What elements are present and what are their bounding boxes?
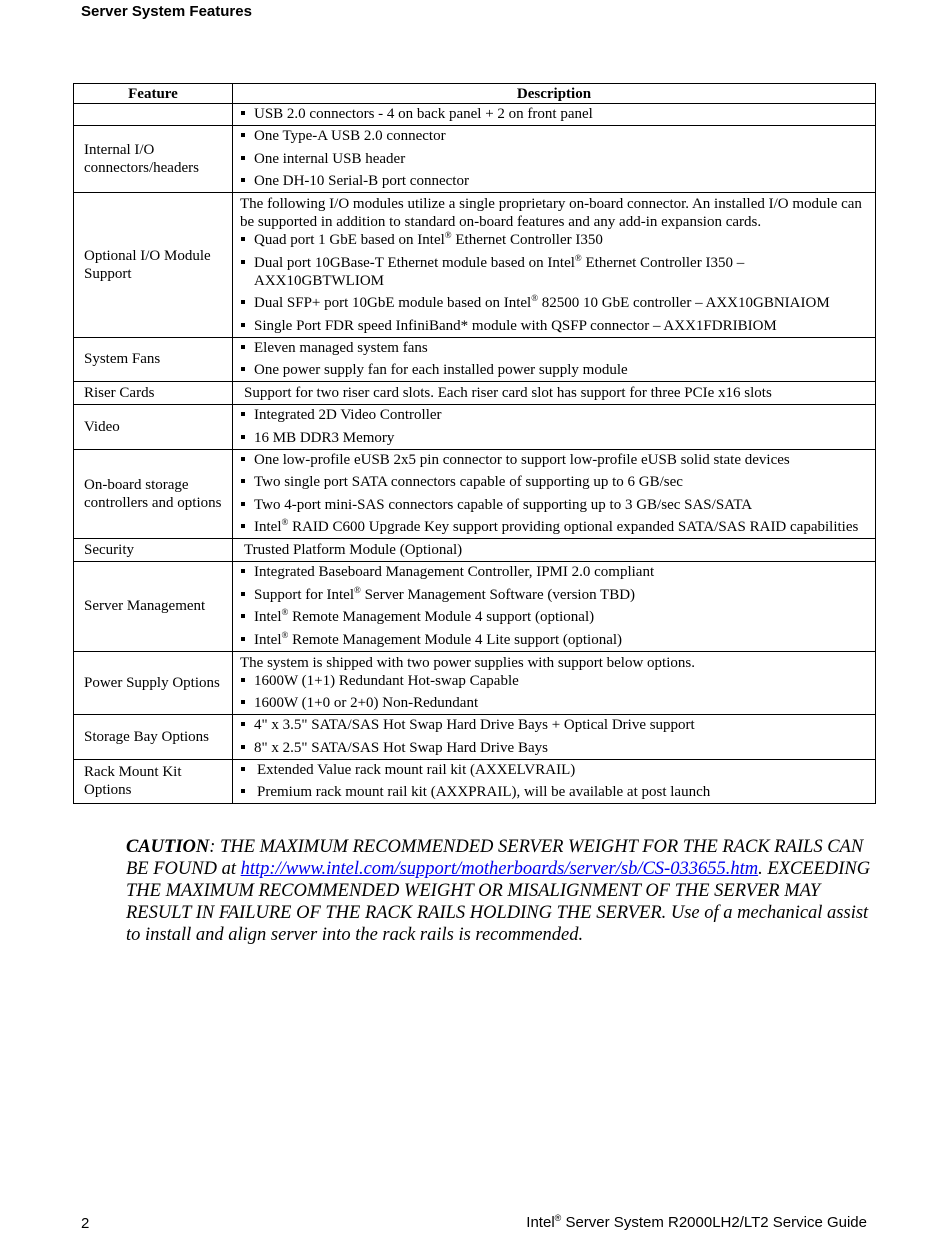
bullet-list xyxy=(240,231,869,335)
bullet-list xyxy=(240,451,869,537)
bullet-item: One power supply fan for each installed power supply module xyxy=(240,361,869,379)
description-text: Trusted Platform Module (Optional) xyxy=(244,541,463,558)
registered-mark: ® xyxy=(281,517,289,527)
registered-mark: ® xyxy=(281,629,289,640)
registered-mark: ® xyxy=(531,293,539,303)
feature-cell: Internal I/O connectors/headers xyxy=(74,126,233,193)
bullet-item: USB 2.0 connectors - 4 on back panel + 2 on front panel xyxy=(240,105,869,123)
description-intro: The system is shipped with two power supplies with support below options. xyxy=(240,654,695,671)
feature-cell: Riser Cards xyxy=(74,382,233,405)
section-title: Server System Features xyxy=(81,3,252,20)
caution-text-after: . EXCEEDING THE MAXIMUM RECOMMENDED WEIGHT OR MISALIGNMENT OF THE SERVER MAY RESULT IN FAILURE OF THE RACK RAILS HOLDING THE SERVER. Use of a mechanical assist to install and align server into the rack rails is recommended. xyxy=(126,859,871,945)
description-cell xyxy=(233,382,876,405)
column-header-feature: Feature xyxy=(74,84,233,104)
description-cell xyxy=(233,405,876,450)
table-row xyxy=(74,104,876,126)
bullet-item: Dual port 10GBase-T Ethernet module based on Intel® Ethernet Controller I350 – AXX10GBTWLIOM xyxy=(240,254,869,290)
description-cell xyxy=(233,126,876,193)
table-body xyxy=(74,104,876,804)
description-cell xyxy=(233,759,876,804)
caution-label: CAUTION xyxy=(126,837,210,857)
description-cell xyxy=(233,337,876,382)
bullet-item: One internal USB header xyxy=(240,150,869,168)
bullet-item: Support for Intel® Server Management Software (version TBD) xyxy=(240,586,869,604)
bullet-list xyxy=(240,339,869,380)
registered-mark: ® xyxy=(353,584,361,595)
description-cell xyxy=(233,104,876,126)
bullet-item: One Type-A USB 2.0 connector xyxy=(240,127,869,145)
bullet-item: 8" x 2.5" SATA/SAS Hot Swap Hard Drive Bays xyxy=(240,739,869,757)
feature-cell: Rack Mount Kit Options xyxy=(74,759,233,804)
description-cell xyxy=(233,539,876,562)
footer-title-rest: Server System R2000LH2/LT2 Service Guide xyxy=(561,1214,867,1231)
bullet-item: Eleven managed system fans xyxy=(240,339,869,357)
bullet-item: 1600W (1+0 or 2+0) Non-Redundant xyxy=(240,694,869,712)
bullet-item: Single Port FDR speed InfiniBand* module with QSFP connector – AXX1FDRIBIOM xyxy=(240,317,869,335)
footer-brand: Intel xyxy=(526,1214,555,1231)
bullet-item: 16 MB DDR3 Memory xyxy=(240,429,869,447)
registered-mark: ® xyxy=(281,607,289,617)
bullet-item: Extended Value rack mount rail kit (AXXELVRAIL) xyxy=(240,761,869,779)
table-row xyxy=(74,449,876,539)
description-cell xyxy=(233,562,876,652)
table-row xyxy=(74,126,876,193)
table-row xyxy=(74,759,876,804)
description-cell xyxy=(233,651,876,715)
bullet-item: Premium rack mount rail kit (AXXPRAIL), will be available at post launch xyxy=(240,783,869,801)
bullet-list xyxy=(240,672,869,713)
bullet-item: Integrated 2D Video Controller xyxy=(240,406,869,424)
bullet-item: One low-profile eUSB 2x5 pin connector to support low-profile eUSB solid state devices xyxy=(240,451,869,469)
bullet-list xyxy=(240,761,869,802)
caution-link[interactable]: http://www.intel.com/support/motherboards/server/sb/CS-033655.htm xyxy=(240,859,759,879)
bullet-item: Integrated Baseboard Management Controller, IPMI 2.0 compliant xyxy=(240,563,869,581)
table-row xyxy=(74,562,876,652)
feature-cell: Storage Bay Options xyxy=(74,715,233,760)
feature-cell: Server Management xyxy=(74,562,233,652)
description-intro: The following I/O modules utilize a single proprietary on-board connector. An installed I/O module can be supported in addition to standard on-board features and any add-in expansion cards. xyxy=(240,196,862,230)
feature-cell: System Fans xyxy=(74,337,233,382)
column-header-description: Description xyxy=(233,84,876,104)
bullet-list xyxy=(240,127,869,190)
description-cell xyxy=(233,193,876,338)
table-row xyxy=(74,651,876,715)
bullet-item: Two 4-port mini-SAS connectors capable of supporting up to 3 GB/sec SAS/SATA xyxy=(240,496,869,514)
bullet-item: Intel® Remote Management Module 4 support (optional) xyxy=(240,608,869,626)
table-row xyxy=(74,193,876,338)
bullet-item: Quad port 1 GbE based on Intel® Ethernet Controller I350 xyxy=(240,231,869,249)
table-row xyxy=(74,337,876,382)
features-table xyxy=(73,83,876,804)
description-cell xyxy=(233,449,876,539)
table-row xyxy=(74,382,876,405)
bullet-item: 4" x 3.5" SATA/SAS Hot Swap Hard Drive Bays + Optical Drive support xyxy=(240,716,869,734)
bullet-list xyxy=(240,716,869,757)
caution-note xyxy=(126,836,874,946)
bullet-list xyxy=(240,105,869,123)
bullet-item: Dual SFP+ port 10GbE module based on Intel® 82500 10 GbE controller – AXX10GBNIAIOM xyxy=(240,294,869,312)
registered-mark: ® xyxy=(444,230,452,240)
feature-cell: Security xyxy=(74,539,233,562)
table-row xyxy=(74,715,876,760)
feature-cell: Power Supply Options xyxy=(74,651,233,715)
caution-text-before: : THE MAXIMUM RECOMMENDED SERVER WEIGHT FOR THE RACK RAILS CAN BE FOUND at xyxy=(126,837,864,879)
bullet-item: Intel® Remote Management Module 4 Lite support (optional) xyxy=(240,631,869,649)
feature-cell: On-board storage controllers and options xyxy=(74,449,233,539)
footer-title xyxy=(526,1214,867,1231)
description-cell xyxy=(233,715,876,760)
table-header-row xyxy=(74,84,876,104)
bullet-list xyxy=(240,563,869,649)
bullet-item: Intel® RAID C600 Upgrade Key support providing optional expanded SATA/SAS RAID capabilities xyxy=(240,518,869,536)
registered-mark: ® xyxy=(554,1213,562,1223)
page-number: 2 xyxy=(81,1215,90,1232)
feature-cell: Video xyxy=(74,405,233,450)
feature-cell xyxy=(74,104,233,126)
registered-mark: ® xyxy=(574,252,582,263)
description-text: Support for two riser card slots. Each riser card slot has support for three PCIe x16 slots xyxy=(244,384,772,401)
table-row xyxy=(74,405,876,450)
bullet-item: 1600W (1+1) Redundant Hot-swap Capable xyxy=(240,672,869,690)
feature-cell: Optional I/O Module Support xyxy=(74,193,233,338)
bullet-item: Two single port SATA connectors capable of supporting up to 6 GB/sec xyxy=(240,473,869,491)
table-row xyxy=(74,539,876,562)
bullet-list xyxy=(240,406,869,447)
bullet-item: One DH-10 Serial-B port connector xyxy=(240,172,869,190)
